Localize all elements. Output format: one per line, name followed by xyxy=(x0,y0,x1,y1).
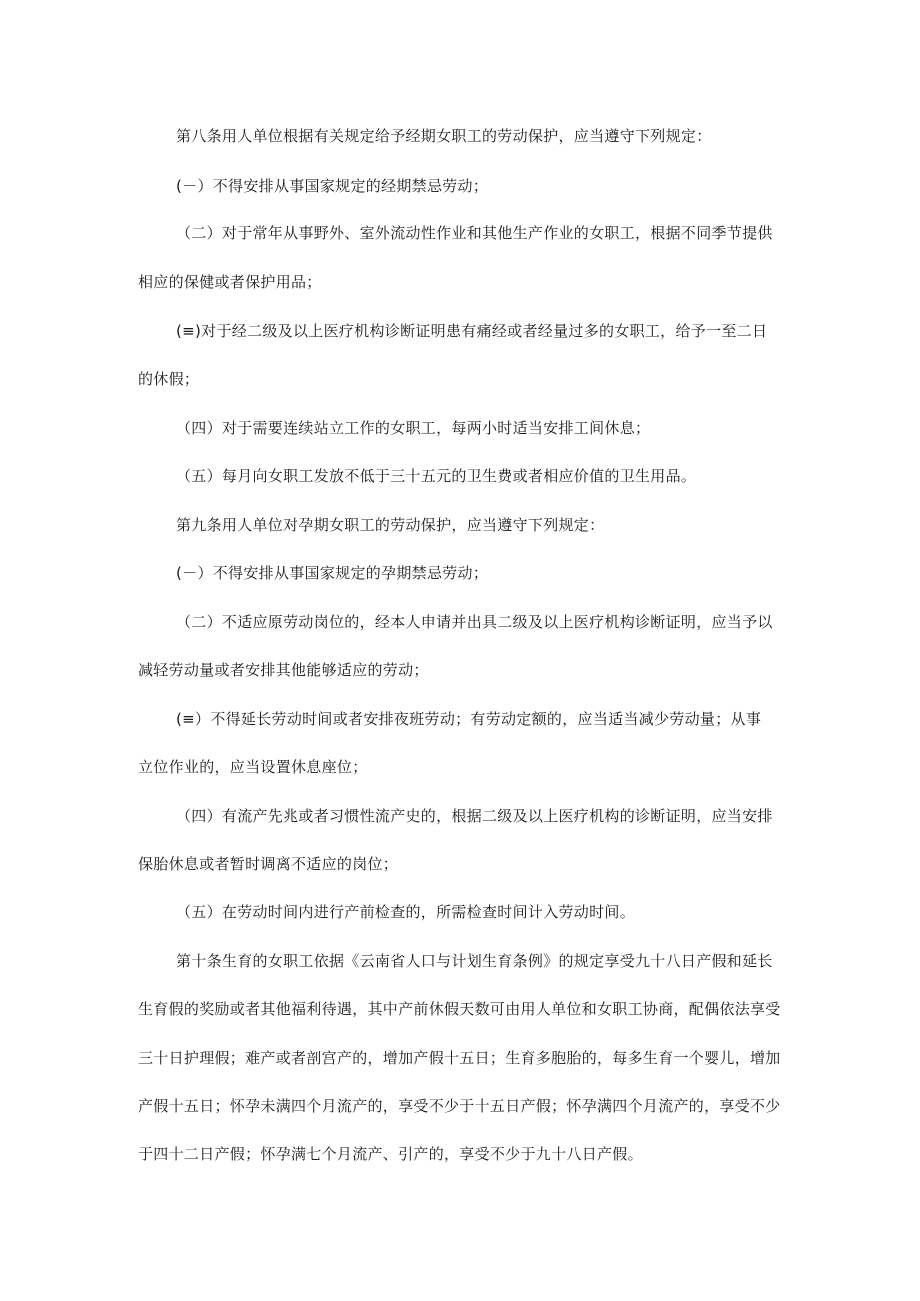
article-10-line-5: 于四十二日产假；怀孕满七个月流产、引产的，享受不少于九十八日产假。 xyxy=(138,1145,643,1163)
article-9-item-2: （二）不适应原劳动岗位的，经本人申请并出具二级及以上医疗机构诊断证明，应当予以 xyxy=(176,613,773,631)
article-10-line-3: 三十日护理假；难产或者剖宫产的，增加产假十五日；生育多胞胎的，每多生育一个婴儿，增加 xyxy=(138,1049,781,1067)
article-9-heading: 第九条用人单位对孕期女职工的劳动保护，应当遵守下列规定： xyxy=(176,516,605,534)
article-8-item-5: （五）每月向女职工发放不低于三十五元的卫生费或者相应价值的卫生用品。 xyxy=(176,467,697,485)
article-8-item-1: (－）不得安排从事国家规定的经期禁忌劳动； xyxy=(176,177,489,195)
article-10-line-1: 第十条生育的女职工依据《云南省人口与计划生育条例》的规定享受九十八日产假和延长 xyxy=(176,952,773,970)
article-8-item-3: (≡)对于经二级及以上医疗机构诊断证明患有痛经或者经量过多的女职工，给予一至二日 xyxy=(176,322,768,340)
article-8-item-3-cont: 的休假； xyxy=(138,370,200,388)
article-8-item-4: （四）对于需要连续站立工作的女职工，每两小时适当安排工间休息； xyxy=(176,419,651,437)
article-9-item-2-cont: 减轻劳动量或者安排其他能够适应的劳动； xyxy=(138,661,429,679)
article-9-item-1: (－）不得安排从事国家规定的孕期禁忌劳动； xyxy=(176,564,489,582)
article-8-item-2: （二）对于常年从事野外、室外流动性作业和其他生产作业的女职工，根据不同季节提供 xyxy=(176,224,773,242)
article-8-heading: 第八条用人单位根据有关规定给予经期女职工的劳动保护，应当遵守下列规定： xyxy=(176,127,712,145)
article-10-line-2: 生育假的奖励或者其他福利待遇，其中产前休假天数可由用人单位和女职工协商，配偶依法享受 xyxy=(138,1000,781,1018)
article-8-item-2-cont: 相应的保健或者保护用品； xyxy=(138,273,322,291)
article-9-item-4: （四）有流产先兆或者习惯性流产史的，根据二级及以上医疗机构的诊断证明，应当安排 xyxy=(176,807,773,825)
article-9-item-5: （五）在劳动时间内进行产前检查的，所需检查时间计入劳动时间。 xyxy=(176,903,636,921)
article-9-item-3: (≡）不得延长劳动时间或者安排夜班劳动；有劳动定额的，应当适当减少劳动量；从事 xyxy=(176,710,762,728)
article-10-line-4: 产假十五日；怀孕未满四个月流产的，享受不少于十五日产假；怀孕满四个月流产的，享受不少 xyxy=(138,1097,781,1115)
article-9-item-4-cont: 保胎休息或者暂时调离不适应的岗位； xyxy=(138,855,399,873)
article-9-item-3-cont: 立位作业的，应当设置休息座位； xyxy=(138,758,368,776)
